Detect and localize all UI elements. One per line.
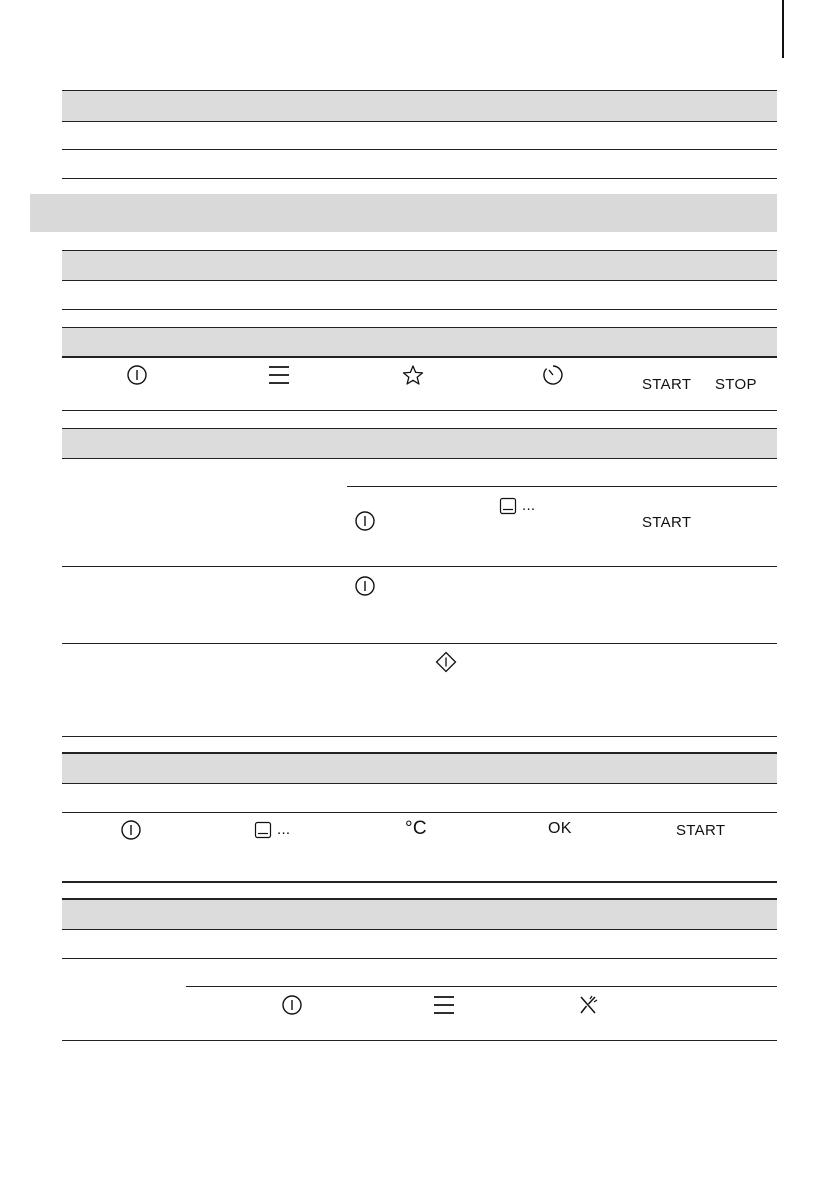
table5-rule-head [62,783,777,784]
table4-rule-head [62,458,777,459]
section-heading-band [30,194,777,232]
table4-rule-bottom [62,736,777,737]
table3-header-band [62,327,777,357]
oven-mode-ellipsis: ... [522,497,536,514]
cutlery-icon [577,994,599,1016]
vertical-margin-rule [782,0,784,58]
power-icon [354,510,376,532]
power-icon [126,364,148,386]
ok-icon: OK [548,820,572,837]
menu-icon [268,364,290,386]
lock-diamond-icon [435,651,457,673]
table1-rule-1 [62,121,777,122]
table6-rule-sub [186,986,777,987]
start-label: START [642,376,692,393]
table3-rule-top [62,327,777,328]
power-icon [281,994,303,1016]
oven-mode-icon [254,821,272,839]
table2-rule-2 [62,309,777,310]
table6-rule-bottom [62,1040,777,1041]
table6-rule-head [62,929,777,930]
timer-icon [542,364,564,386]
table3-rule-bottom [62,410,777,411]
table2-header-band [62,250,777,280]
power-icon [354,575,376,597]
table6-rule-2 [62,958,777,959]
table1-rule-3 [62,178,777,179]
table5-rule-2 [62,812,777,813]
table4-header-band [62,428,777,458]
oven-mode-ellipsis: ... [277,821,291,838]
table5-header-band [62,754,777,783]
star-icon [402,364,424,386]
table6-header-band [62,900,777,929]
table1-header-band [62,90,777,121]
table1-rule-top [62,90,777,91]
start-label: START [676,822,726,839]
table4-rule-sub [347,486,777,487]
table3-rule-head [62,356,777,358]
stop-label: STOP [715,376,757,393]
table1-rule-2 [62,149,777,150]
menu-icon [433,994,455,1016]
table2-rule-1 [62,280,777,281]
table2-rule-top [62,250,777,251]
table4-rule-3 [62,643,777,644]
oven-mode-icon [499,497,517,515]
table4-rule-2 [62,566,777,567]
celsius-icon: °C [405,818,427,839]
power-icon [120,819,142,841]
table4-rule-top [62,428,777,429]
table5-rule-bottom [62,881,777,883]
start-label: START [642,514,692,531]
